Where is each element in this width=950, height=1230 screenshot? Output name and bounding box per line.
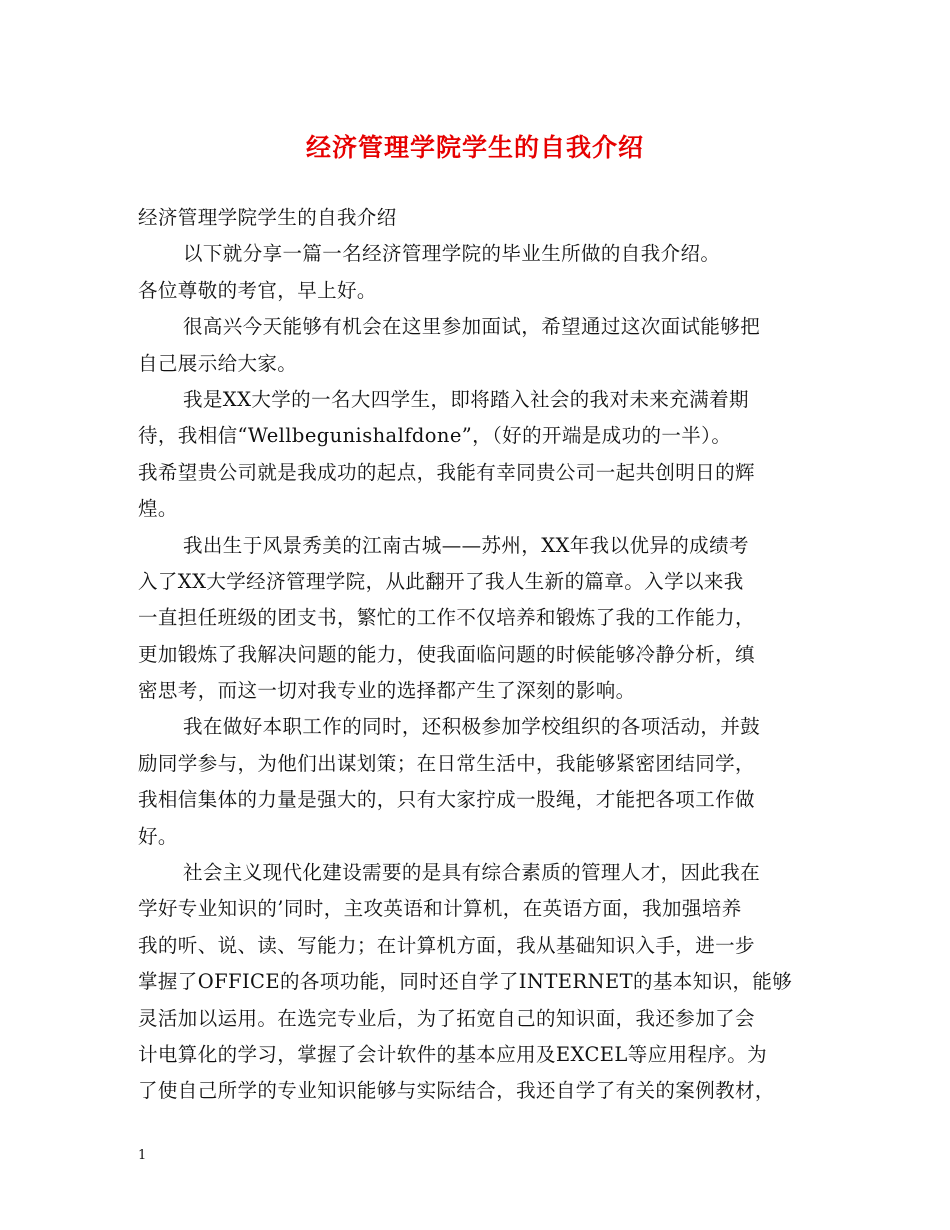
text-line: 了使自己所学的专业知识能够与实际结合，我还自学了有关的案例教材， (138, 1079, 775, 1103)
text-line: 我是XX大学的一名大四学生，即将踏入社会的我对未来充满着期 (183, 387, 749, 411)
document-body (138, 200, 828, 1110)
text-line: 各位尊敬的考官，早上好。 (138, 278, 377, 302)
text-line: 煌。 (138, 497, 178, 521)
text-line: 入了XX大学经济管理学院，从此翻开了我人生新的篇章。入学以来我 (138, 569, 744, 593)
text-line: 密思考，而这一切对我专业的选择都产生了深刻的影响。 (138, 679, 636, 703)
text-line: 我相信集体的力量是强大的，只有大家拧成一股绳，才能把各项工作做 (138, 788, 755, 812)
document-title: 经济管理学院学生的自我介绍 (305, 133, 644, 162)
text-line: 自己展示给大家。 (138, 351, 298, 375)
text-line: 以下就分享一篇一名经济管理学院的毕业生所做的自我介绍。 (183, 242, 721, 266)
text-line: 灵活加以运用。在选完专业后，为了拓宽自己的知识面，我还参加了会 (138, 1006, 755, 1030)
text-line: 更加锻炼了我解决问题的能力，使我面临问题的时候能够冷静分析，缜 (138, 642, 755, 666)
text-line: 我希望贵公司就是我成功的起点，我能有幸同贵公司一起共创明日的辉 (138, 460, 755, 484)
text-line: 掌握了OFFICE的各项功能，同时还自学了INTERNET的基本知识，能够 (138, 970, 793, 994)
text-line: 学好专业知识的’同时，主攻英语和计算机，在英语方面，我加强培养 (138, 897, 742, 921)
text-line: 我的听、说、读、写能力；在计算机方面，我从基础知识入手，进一步 (138, 933, 755, 957)
text-line: 计电算化的学习，掌握了会计软件的基本应用及EXCEL等应用程序。为 (138, 1042, 768, 1066)
text-line: 励同学参与，为他们出谋划策；在日常生活中，我能够紧密团结同学， (138, 751, 755, 775)
page-number: 1 (138, 1148, 147, 1163)
text-line: 待，我相信“Wellbegunishalfdone”，（好的开端是成功的一半）。 (138, 424, 732, 448)
text-line: 很高兴今天能够有机会在这里参加面试，希望通过这次面试能够把 (183, 315, 761, 339)
text-line: 一直担任班级的团支书，繁忙的工作不仅培养和锻炼了我的工作能力， (138, 606, 755, 630)
text-line: 好。 (138, 824, 178, 848)
text-line: 社会主义现代化建设需要的是具有综合素质的管理人才，因此我在 (183, 861, 761, 885)
text-line: 我出生于风景秀美的江南古城——苏州，XX年我以优异的成绩考 (183, 533, 749, 557)
text-line: 经济管理学院学生的自我介绍 (138, 206, 397, 229)
text-line: 我在做好本职工作的同时，还积极参加学校组织的各项活动，并鼓 (183, 715, 761, 739)
